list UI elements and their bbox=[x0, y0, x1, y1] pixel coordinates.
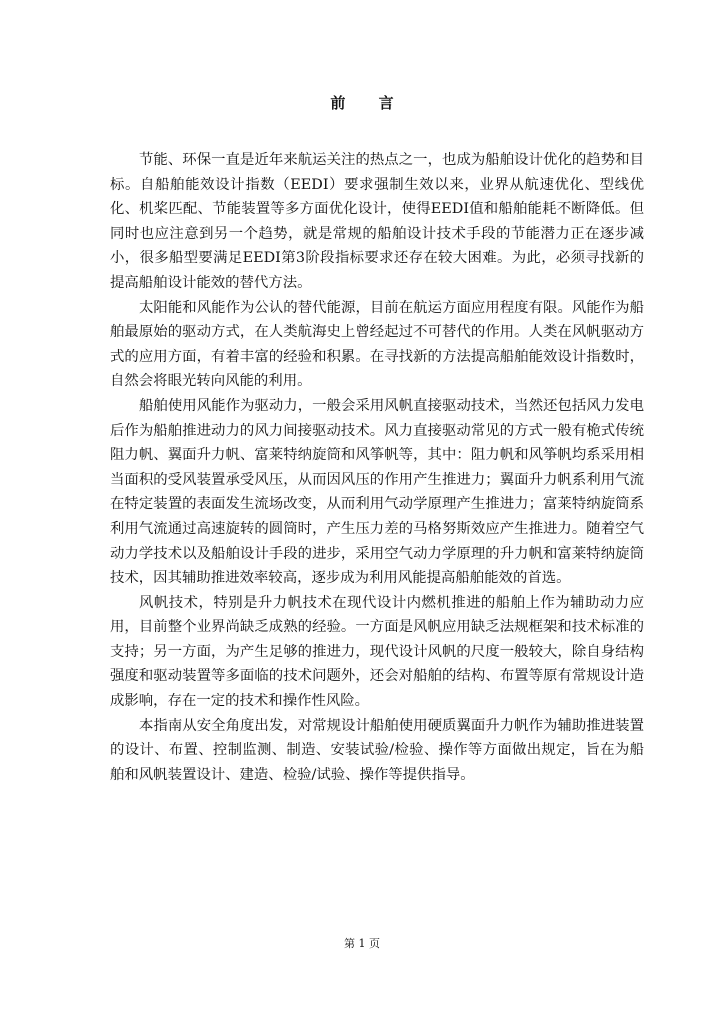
body-text bbox=[110, 148, 644, 787]
paragraph-1: 节能、环保一直是近年来航运关注的热点之一，也成为船舶设计优化的趋势和目标。自船舶能效设计指数（EEDI）要求强制生效以来，业界从航速优化、型线优化、机桨匹配、节能装置等多方面优化设计，使得EEDI值和船舶能耗不断降低。但同时也应注意到另一个趋势，就是常规的船舶设计技术手段的节能潜力正在逐步减小，很多船型要满足EEDI第3阶段指标要求还存在较大困难。为此，必须寻找新的提高船舶设计能效的替代方法。 bbox=[110, 152, 644, 291]
paragraph-2: 太阳能和风能作为公认的替代能源，目前在航运方面应用程度有限。风能作为船舶最原始的驱动方式，在人类航海史上曾经起过不可替代的作用。人类在风帆驱动方式的应用方面，有着丰富的经验和积累。在寻找新的方法提高船舶能效设计指数时，自然会将眼光转向风能的利用。 bbox=[110, 299, 644, 390]
paragraph-5: 本指南从安全角度出发，对常规设计船舶使用硬质翼面升力帆作为辅助推进装置的设计、布置、控制监测、制造、安装试验/检验、操作等方面做出规定，旨在为船舶和风帆装置设计、建造、检验/试验、操作等提供指导。 bbox=[110, 717, 644, 783]
paragraph-4: 风帆技术，特别是升力帆技术在现代设计内燃机推进的船舶上作为辅助动力应用，目前整个业界尚缺乏成熟的经验。一方面是风帆应用缺乏法规框架和技术标准的支持；另一方面，为产生足够的推进力，现代设计风帆的尺度一般较大，除自身结构强度和驱动装置等多面临的技术问题外，还会对船舶的结构、布置等原有常规设计造成影响，存在一定的技术和操作性风险。 bbox=[110, 594, 644, 710]
page-number: 第 1 页 bbox=[344, 937, 380, 950]
page-title: 前 言 bbox=[330, 94, 408, 112]
paragraph-3: 船舶使用风能作为驱动力，一般会采用风帆直接驱动技术，当然还包括风力发电后作为船舶推进动力的风力间接驱动技术。风力直接驱动常见的方式一般有桅式传统阻力帆、翼面升力帆、富莱特纳旋筒和风筝帆等，其中：阻力帆和风筝帆均系采用相当面积的受风装置承受风压，从而因风压的作用产生推进力；翼面升力帆系利用气流在特定装置的表面发生流场改变，从而利用气动学原理产生推进力；富莱特纳旋筒系利用气流通过高速旋转的圆筒时，产生压力差的马格努斯效应产生推进力。随着空气动力学技术以及船舶设计手段的进步，采用空气动力学原理的升力帆和富莱特纳旋筒技术，因其辅助推进效率较高，逐步成为利用风能提高船舶能效的首选。 bbox=[110, 397, 644, 587]
